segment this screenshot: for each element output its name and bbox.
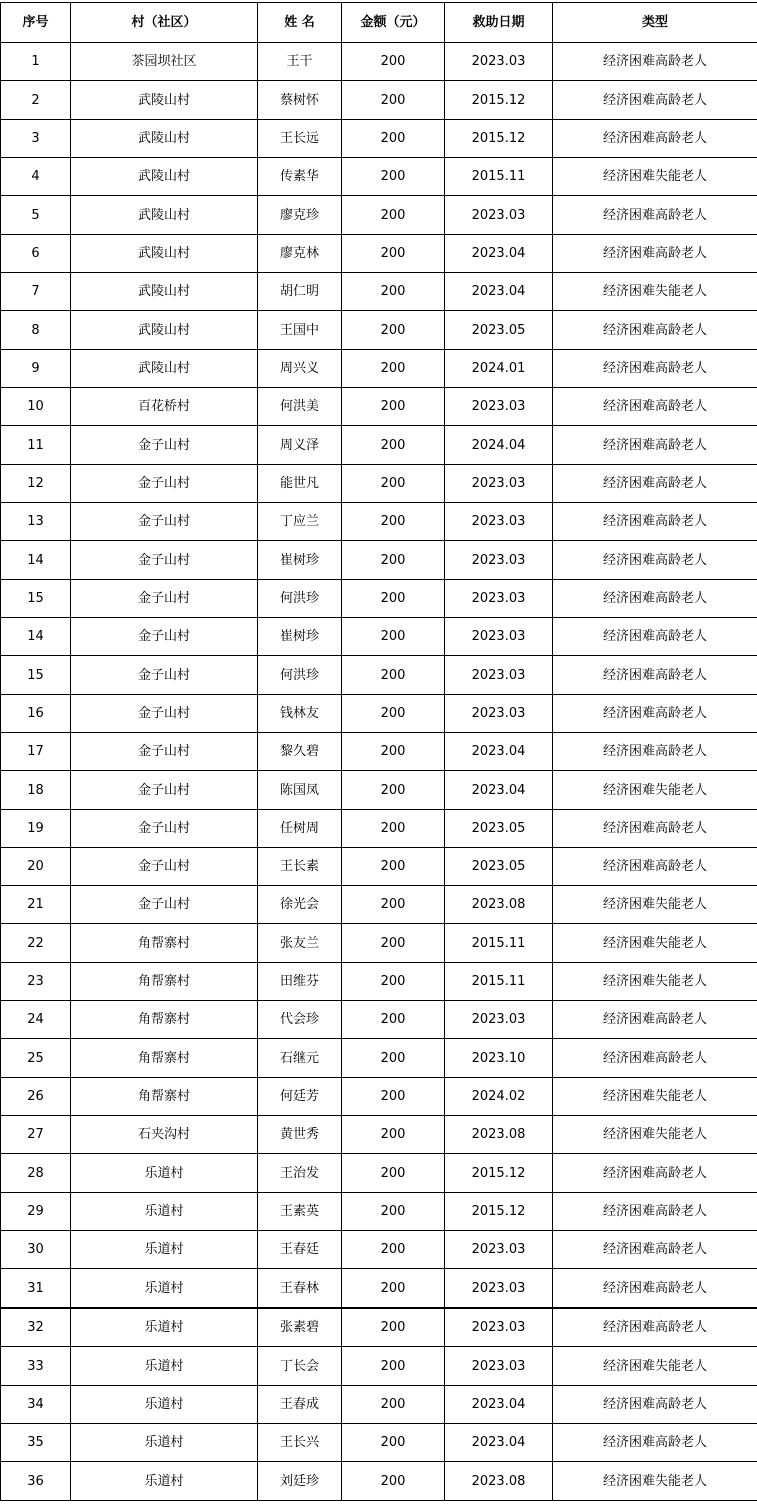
column-header: 序号 bbox=[1, 3, 71, 43]
table-row bbox=[1, 1039, 757, 1077]
amount-cell: 200 bbox=[342, 1077, 445, 1115]
category-cell: 经济困难高龄老人 bbox=[553, 311, 757, 349]
table-row bbox=[1, 1385, 757, 1423]
name-cell: 钱林友 bbox=[258, 694, 342, 732]
amount-cell: 200 bbox=[342, 1385, 445, 1423]
amount-cell: 200 bbox=[342, 1309, 445, 1347]
relief-date-cell: 2023.03 bbox=[445, 618, 553, 656]
amount-cell: 200 bbox=[342, 1001, 445, 1039]
row-index-cell: 11 bbox=[1, 426, 71, 464]
name-cell: 周兴义 bbox=[258, 349, 342, 387]
name-cell: 石继元 bbox=[258, 1039, 342, 1077]
village-cell: 角帮寨村 bbox=[71, 1039, 258, 1077]
row-index-cell: 7 bbox=[1, 273, 71, 311]
village-cell: 乐道村 bbox=[71, 1462, 258, 1500]
row-index-cell: 6 bbox=[1, 234, 71, 272]
category-cell: 经济困难失能老人 bbox=[553, 962, 757, 1000]
name-cell: 崔树珍 bbox=[258, 618, 342, 656]
table-row bbox=[1, 771, 757, 809]
category-cell: 经济困难高龄老人 bbox=[553, 1001, 757, 1039]
table-row bbox=[1, 311, 757, 349]
table-row bbox=[1, 1269, 757, 1307]
village-cell: 武陵山村 bbox=[71, 119, 258, 157]
category-cell: 经济困难高龄老人 bbox=[553, 119, 757, 157]
village-cell: 武陵山村 bbox=[71, 234, 258, 272]
name-cell: 张友兰 bbox=[258, 924, 342, 962]
relief-date-cell: 2023.08 bbox=[445, 1462, 553, 1500]
name-cell: 何洪珍 bbox=[258, 656, 342, 694]
name-cell: 王春成 bbox=[258, 1385, 342, 1423]
amount-cell: 200 bbox=[342, 234, 445, 272]
relief-date-cell: 2015.11 bbox=[445, 158, 553, 196]
amount-cell: 200 bbox=[342, 656, 445, 694]
category-cell: 经济困难高龄老人 bbox=[553, 1192, 757, 1230]
row-index-cell: 9 bbox=[1, 349, 71, 387]
relief-date-cell: 2023.04 bbox=[445, 273, 553, 311]
village-cell: 乐道村 bbox=[71, 1347, 258, 1385]
village-cell: 乐道村 bbox=[71, 1154, 258, 1192]
amount-cell: 200 bbox=[342, 464, 445, 502]
row-index-cell: 13 bbox=[1, 503, 71, 541]
village-cell: 百花桥村 bbox=[71, 388, 258, 426]
category-cell: 经济困难高龄老人 bbox=[553, 618, 757, 656]
village-cell: 乐道村 bbox=[71, 1231, 258, 1269]
name-cell: 崔树珍 bbox=[258, 541, 342, 579]
amount-cell: 200 bbox=[342, 618, 445, 656]
village-cell: 武陵山村 bbox=[71, 273, 258, 311]
row-index-cell: 15 bbox=[1, 579, 71, 617]
table-row bbox=[1, 886, 757, 924]
relief-date-cell: 2023.03 bbox=[445, 464, 553, 502]
relief-date-cell: 2023.03 bbox=[445, 1001, 553, 1039]
name-cell: 田维芬 bbox=[258, 962, 342, 1000]
relief-date-cell: 2023.03 bbox=[445, 656, 553, 694]
row-index-cell: 8 bbox=[1, 311, 71, 349]
village-cell: 金子山村 bbox=[71, 541, 258, 579]
relief-date-cell: 2015.12 bbox=[445, 1154, 553, 1192]
village-cell: 武陵山村 bbox=[71, 349, 258, 387]
village-cell: 武陵山村 bbox=[71, 196, 258, 234]
relief-date-cell: 2023.08 bbox=[445, 886, 553, 924]
row-index-cell: 28 bbox=[1, 1154, 71, 1192]
row-index-cell: 1 bbox=[1, 43, 71, 81]
relief-table-segment bbox=[0, 2, 757, 388]
table-row bbox=[1, 1309, 757, 1347]
amount-cell: 200 bbox=[342, 771, 445, 809]
category-cell: 经济困难失能老人 bbox=[553, 1116, 757, 1154]
relief-date-cell: 2023.04 bbox=[445, 1424, 553, 1462]
name-cell: 丁应兰 bbox=[258, 503, 342, 541]
table-row bbox=[1, 349, 757, 387]
table-row bbox=[1, 426, 757, 464]
relief-date-cell: 2023.03 bbox=[445, 541, 553, 579]
relief-date-cell: 2023.03 bbox=[445, 694, 553, 732]
village-cell: 金子山村 bbox=[71, 694, 258, 732]
table-row bbox=[1, 503, 757, 541]
name-cell: 何洪珍 bbox=[258, 579, 342, 617]
category-cell: 经济困难失能老人 bbox=[553, 924, 757, 962]
name-cell: 刘廷珍 bbox=[258, 1462, 342, 1500]
amount-cell: 200 bbox=[342, 1039, 445, 1077]
category-cell: 经济困难高龄老人 bbox=[553, 848, 757, 886]
category-cell: 经济困难高龄老人 bbox=[553, 196, 757, 234]
amount-cell: 200 bbox=[342, 388, 445, 426]
relief-date-cell: 2015.12 bbox=[445, 1192, 553, 1230]
village-cell: 金子山村 bbox=[71, 809, 258, 847]
name-cell: 何洪美 bbox=[258, 388, 342, 426]
village-cell: 金子山村 bbox=[71, 733, 258, 771]
table-row bbox=[1, 1462, 757, 1500]
name-cell: 王干 bbox=[258, 43, 342, 81]
amount-cell: 200 bbox=[342, 311, 445, 349]
row-index-cell: 33 bbox=[1, 1347, 71, 1385]
table-row bbox=[1, 1192, 757, 1230]
column-header: 救助日期 bbox=[445, 3, 553, 43]
column-header: 金额（元） bbox=[342, 3, 445, 43]
category-cell: 经济困难高龄老人 bbox=[553, 43, 757, 81]
category-cell: 经济困难失能老人 bbox=[553, 1347, 757, 1385]
row-index-cell: 24 bbox=[1, 1001, 71, 1039]
name-cell: 何廷芳 bbox=[258, 1077, 342, 1115]
category-cell: 经济困难失能老人 bbox=[553, 1077, 757, 1115]
amount-cell: 200 bbox=[342, 733, 445, 771]
name-cell: 陈国凤 bbox=[258, 771, 342, 809]
relief-date-cell: 2023.03 bbox=[445, 1269, 553, 1307]
row-index-cell: 3 bbox=[1, 119, 71, 157]
village-cell: 金子山村 bbox=[71, 426, 258, 464]
village-cell: 角帮寨村 bbox=[71, 1001, 258, 1039]
relief-table-segment bbox=[0, 885, 757, 1308]
name-cell: 胡仁明 bbox=[258, 273, 342, 311]
category-cell: 经济困难高龄老人 bbox=[553, 1154, 757, 1192]
village-cell: 乐道村 bbox=[71, 1385, 258, 1423]
category-cell: 经济困难高龄老人 bbox=[553, 1385, 757, 1423]
relief-date-cell: 2023.04 bbox=[445, 733, 553, 771]
relief-date-cell: 2023.10 bbox=[445, 1039, 553, 1077]
table-row bbox=[1, 733, 757, 771]
amount-cell: 200 bbox=[342, 886, 445, 924]
category-cell: 经济困难失能老人 bbox=[553, 158, 757, 196]
amount-cell: 200 bbox=[342, 119, 445, 157]
relief-date-cell: 2023.03 bbox=[445, 579, 553, 617]
table-row bbox=[1, 273, 757, 311]
table-row bbox=[1, 158, 757, 196]
relief-date-cell: 2023.03 bbox=[445, 388, 553, 426]
row-index-cell: 2 bbox=[1, 81, 71, 119]
amount-cell: 200 bbox=[342, 196, 445, 234]
row-index-cell: 18 bbox=[1, 771, 71, 809]
name-cell: 王春廷 bbox=[258, 1231, 342, 1269]
relief-date-cell: 2023.03 bbox=[445, 43, 553, 81]
row-index-cell: 14 bbox=[1, 618, 71, 656]
category-cell: 经济困难高龄老人 bbox=[553, 464, 757, 502]
name-cell: 蔡树怀 bbox=[258, 81, 342, 119]
table-row bbox=[1, 464, 757, 502]
table-row bbox=[1, 1347, 757, 1385]
village-cell: 金子山村 bbox=[71, 771, 258, 809]
village-cell: 角帮寨村 bbox=[71, 1077, 258, 1115]
row-index-cell: 12 bbox=[1, 464, 71, 502]
row-index-cell: 26 bbox=[1, 1077, 71, 1115]
table-row bbox=[1, 618, 757, 656]
amount-cell: 200 bbox=[342, 81, 445, 119]
village-cell: 茶园坝社区 bbox=[71, 43, 258, 81]
table-row bbox=[1, 43, 757, 81]
name-cell: 传素华 bbox=[258, 158, 342, 196]
category-cell: 经济困难高龄老人 bbox=[553, 656, 757, 694]
name-cell: 王国中 bbox=[258, 311, 342, 349]
village-cell: 乐道村 bbox=[71, 1424, 258, 1462]
row-index-cell: 14 bbox=[1, 541, 71, 579]
relief-date-cell: 2023.03 bbox=[445, 1231, 553, 1269]
table-row bbox=[1, 848, 757, 886]
amount-cell: 200 bbox=[342, 1192, 445, 1230]
table-row bbox=[1, 196, 757, 234]
amount-cell: 200 bbox=[342, 1424, 445, 1462]
row-index-cell: 20 bbox=[1, 848, 71, 886]
village-cell: 武陵山村 bbox=[71, 311, 258, 349]
row-index-cell: 31 bbox=[1, 1269, 71, 1307]
table-row bbox=[1, 924, 757, 962]
table-row bbox=[1, 81, 757, 119]
village-cell: 金子山村 bbox=[71, 886, 258, 924]
amount-cell: 200 bbox=[342, 426, 445, 464]
name-cell: 黄世秀 bbox=[258, 1116, 342, 1154]
name-cell: 丁长会 bbox=[258, 1347, 342, 1385]
row-index-cell: 17 bbox=[1, 733, 71, 771]
village-cell: 角帮寨村 bbox=[71, 924, 258, 962]
amount-cell: 200 bbox=[342, 43, 445, 81]
column-header: 村（社区） bbox=[71, 3, 258, 43]
village-cell: 武陵山村 bbox=[71, 158, 258, 196]
relief-date-cell: 2023.05 bbox=[445, 809, 553, 847]
name-cell: 代会珍 bbox=[258, 1001, 342, 1039]
table-header-row bbox=[1, 3, 757, 43]
amount-cell: 200 bbox=[342, 158, 445, 196]
category-cell: 经济困难高龄老人 bbox=[553, 579, 757, 617]
relief-date-cell: 2015.12 bbox=[445, 119, 553, 157]
table-row bbox=[1, 962, 757, 1000]
relief-date-cell: 2023.03 bbox=[445, 1347, 553, 1385]
name-cell: 王治发 bbox=[258, 1154, 342, 1192]
relief-date-cell: 2024.02 bbox=[445, 1077, 553, 1115]
name-cell: 徐光会 bbox=[258, 886, 342, 924]
row-index-cell: 19 bbox=[1, 809, 71, 847]
village-cell: 金子山村 bbox=[71, 848, 258, 886]
table-row bbox=[1, 1424, 757, 1462]
category-cell: 经济困难失能老人 bbox=[553, 1462, 757, 1500]
amount-cell: 200 bbox=[342, 1269, 445, 1307]
amount-cell: 200 bbox=[342, 503, 445, 541]
table-row bbox=[1, 1154, 757, 1192]
category-cell: 经济困难高龄老人 bbox=[553, 81, 757, 119]
row-index-cell: 27 bbox=[1, 1116, 71, 1154]
amount-cell: 200 bbox=[342, 694, 445, 732]
row-index-cell: 5 bbox=[1, 196, 71, 234]
category-cell: 经济困难高龄老人 bbox=[553, 809, 757, 847]
name-cell: 张素碧 bbox=[258, 1309, 342, 1347]
relief-date-cell: 2015.11 bbox=[445, 962, 553, 1000]
table-row bbox=[1, 656, 757, 694]
amount-cell: 200 bbox=[342, 1347, 445, 1385]
name-cell: 王长素 bbox=[258, 848, 342, 886]
name-cell: 王春林 bbox=[258, 1269, 342, 1307]
village-cell: 金子山村 bbox=[71, 618, 258, 656]
name-cell: 能世凡 bbox=[258, 464, 342, 502]
name-cell: 王素英 bbox=[258, 1192, 342, 1230]
category-cell: 经济困难高龄老人 bbox=[553, 1231, 757, 1269]
row-index-cell: 23 bbox=[1, 962, 71, 1000]
relief-date-cell: 2023.03 bbox=[445, 196, 553, 234]
relief-date-cell: 2023.03 bbox=[445, 503, 553, 541]
amount-cell: 200 bbox=[342, 579, 445, 617]
village-cell: 乐道村 bbox=[71, 1192, 258, 1230]
amount-cell: 200 bbox=[342, 962, 445, 1000]
village-cell: 武陵山村 bbox=[71, 81, 258, 119]
relief-date-cell: 2023.05 bbox=[445, 311, 553, 349]
row-index-cell: 21 bbox=[1, 886, 71, 924]
name-cell: 廖克珍 bbox=[258, 196, 342, 234]
village-cell: 金子山村 bbox=[71, 579, 258, 617]
amount-cell: 200 bbox=[342, 541, 445, 579]
amount-cell: 200 bbox=[342, 349, 445, 387]
name-cell: 任树周 bbox=[258, 809, 342, 847]
row-index-cell: 34 bbox=[1, 1385, 71, 1423]
amount-cell: 200 bbox=[342, 273, 445, 311]
amount-cell: 200 bbox=[342, 809, 445, 847]
relief-table-segment bbox=[0, 387, 757, 886]
relief-date-cell: 2015.12 bbox=[445, 81, 553, 119]
village-cell: 金子山村 bbox=[71, 503, 258, 541]
row-index-cell: 29 bbox=[1, 1192, 71, 1230]
row-index-cell: 15 bbox=[1, 656, 71, 694]
table-row bbox=[1, 234, 757, 272]
relief-date-cell: 2023.05 bbox=[445, 848, 553, 886]
category-cell: 经济困难高龄老人 bbox=[553, 349, 757, 387]
relief-date-cell: 2015.11 bbox=[445, 924, 553, 962]
column-header: 姓 名 bbox=[258, 3, 342, 43]
row-index-cell: 22 bbox=[1, 924, 71, 962]
name-cell: 王长远 bbox=[258, 119, 342, 157]
category-cell: 经济困难失能老人 bbox=[553, 273, 757, 311]
category-cell: 经济困难高龄老人 bbox=[553, 1039, 757, 1077]
name-cell: 周义泽 bbox=[258, 426, 342, 464]
amount-cell: 200 bbox=[342, 1231, 445, 1269]
category-cell: 经济困难高龄老人 bbox=[553, 426, 757, 464]
category-cell: 经济困难高龄老人 bbox=[553, 694, 757, 732]
name-cell: 黎久碧 bbox=[258, 733, 342, 771]
relief-date-cell: 2023.04 bbox=[445, 771, 553, 809]
category-cell: 经济困难高龄老人 bbox=[553, 1269, 757, 1307]
category-cell: 经济困难高龄老人 bbox=[553, 1424, 757, 1462]
table-row bbox=[1, 1077, 757, 1115]
row-index-cell: 16 bbox=[1, 694, 71, 732]
name-cell: 王长兴 bbox=[258, 1424, 342, 1462]
category-cell: 经济困难高龄老人 bbox=[553, 388, 757, 426]
row-index-cell: 35 bbox=[1, 1424, 71, 1462]
category-cell: 经济困难高龄老人 bbox=[553, 503, 757, 541]
row-index-cell: 25 bbox=[1, 1039, 71, 1077]
amount-cell: 200 bbox=[342, 1116, 445, 1154]
relief-date-cell: 2023.04 bbox=[445, 1385, 553, 1423]
relief-date-cell: 2023.03 bbox=[445, 1309, 553, 1347]
table-row bbox=[1, 388, 757, 426]
table-row bbox=[1, 119, 757, 157]
village-cell: 乐道村 bbox=[71, 1269, 258, 1307]
table-row bbox=[1, 1001, 757, 1039]
relief-date-cell: 2024.04 bbox=[445, 426, 553, 464]
village-cell: 金子山村 bbox=[71, 656, 258, 694]
table-row bbox=[1, 809, 757, 847]
relief-date-cell: 2024.01 bbox=[445, 349, 553, 387]
amount-cell: 200 bbox=[342, 1154, 445, 1192]
row-index-cell: 30 bbox=[1, 1231, 71, 1269]
village-cell: 石夹沟村 bbox=[71, 1116, 258, 1154]
table-row bbox=[1, 1231, 757, 1269]
column-header: 类型 bbox=[553, 3, 757, 43]
amount-cell: 200 bbox=[342, 1462, 445, 1500]
row-index-cell: 32 bbox=[1, 1309, 71, 1347]
village-cell: 角帮寨村 bbox=[71, 962, 258, 1000]
category-cell: 经济困难高龄老人 bbox=[553, 541, 757, 579]
table-row bbox=[1, 694, 757, 732]
village-cell: 乐道村 bbox=[71, 1309, 258, 1347]
table-row bbox=[1, 541, 757, 579]
table-row bbox=[1, 1116, 757, 1154]
category-cell: 经济困难高龄老人 bbox=[553, 234, 757, 272]
category-cell: 经济困难失能老人 bbox=[553, 886, 757, 924]
category-cell: 经济困难高龄老人 bbox=[553, 1309, 757, 1347]
category-cell: 经济困难高龄老人 bbox=[553, 733, 757, 771]
relief-date-cell: 2023.08 bbox=[445, 1116, 553, 1154]
category-cell: 经济困难失能老人 bbox=[553, 771, 757, 809]
table-row bbox=[1, 579, 757, 617]
village-cell: 金子山村 bbox=[71, 464, 258, 502]
amount-cell: 200 bbox=[342, 924, 445, 962]
row-index-cell: 4 bbox=[1, 158, 71, 196]
row-index-cell: 36 bbox=[1, 1462, 71, 1500]
relief-date-cell: 2023.04 bbox=[445, 234, 553, 272]
amount-cell: 200 bbox=[342, 848, 445, 886]
relief-table-segment bbox=[0, 1308, 757, 1501]
row-index-cell: 10 bbox=[1, 388, 71, 426]
name-cell: 廖克林 bbox=[258, 234, 342, 272]
